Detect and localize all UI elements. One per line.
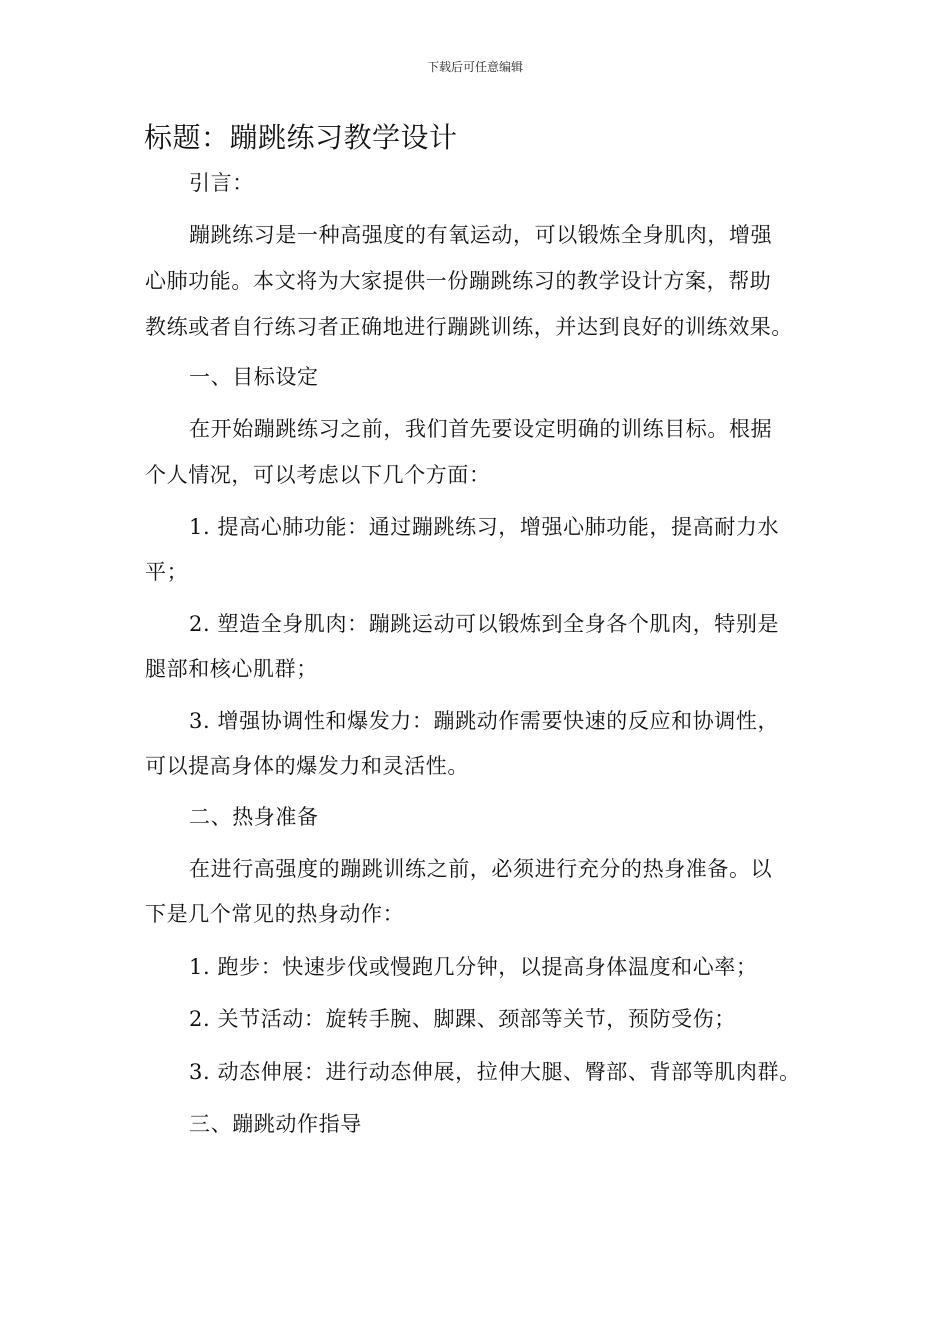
- paragraph-line: 下是几个常见的热身动作：: [145, 902, 405, 926]
- list-item: 1. 提高心肺功能：通过蹦跳练习，增强心肺功能，提高耐力水: [189, 515, 780, 539]
- paragraph-line: 在进行高强度的蹦跳训练之前，必须进行充分的热身准备。以: [189, 857, 773, 881]
- list-item-continuation: 腿部和核心肌群；: [145, 657, 318, 681]
- section-heading-3: 三、蹦跳动作指导: [189, 1112, 362, 1136]
- list-item-continuation: 可以提高身体的爆发力和灵活性。: [145, 754, 469, 778]
- paragraph-line: 心肺功能。本文将为大家提供一份蹦跳练习的教学设计方案，帮助: [145, 269, 772, 293]
- section-heading-2: 二、热身准备: [189, 805, 319, 829]
- document-title: 标题：蹦跳练习教学设计: [144, 121, 458, 154]
- list-item: 3. 增强协调性和爆发力：蹦跳动作需要快速的反应和协调性，: [189, 709, 780, 733]
- paragraph-line: 个人情况，可以考虑以下几个方面：: [145, 463, 491, 487]
- section-heading-1: 一、目标设定: [189, 365, 319, 389]
- header-note: 下载后可任意编辑: [426, 60, 523, 74]
- list-item: 2. 塑造全身肌肉：蹦跳运动可以锻炼到全身各个肌肉，特别是: [189, 612, 780, 636]
- intro-heading: 引言：: [189, 171, 254, 195]
- list-item-continuation: 平；: [145, 560, 189, 584]
- list-item: 3. 动态伸展：进行动态伸展，拉伸大腿、臀部、背部等肌肉群。: [189, 1060, 801, 1084]
- list-item: 1. 跑步：快速步伐或慢跑几分钟，以提高身体温度和心率；: [189, 955, 758, 979]
- paragraph-line: 教练或者自行练习者正确地进行蹦跳训练，并达到良好的训练效果。: [145, 315, 793, 339]
- paragraph-line: 在开始蹦跳练习之前，我们首先要设定明确的训练目标。根据: [189, 417, 773, 441]
- paragraph-line: 蹦跳练习是一种高强度的有氧运动，可以锻炼全身肌肉，增强: [189, 223, 773, 247]
- list-item: 2. 关节活动：旋转手腕、脚踝、颈部等关节，预防受伤；: [189, 1007, 736, 1031]
